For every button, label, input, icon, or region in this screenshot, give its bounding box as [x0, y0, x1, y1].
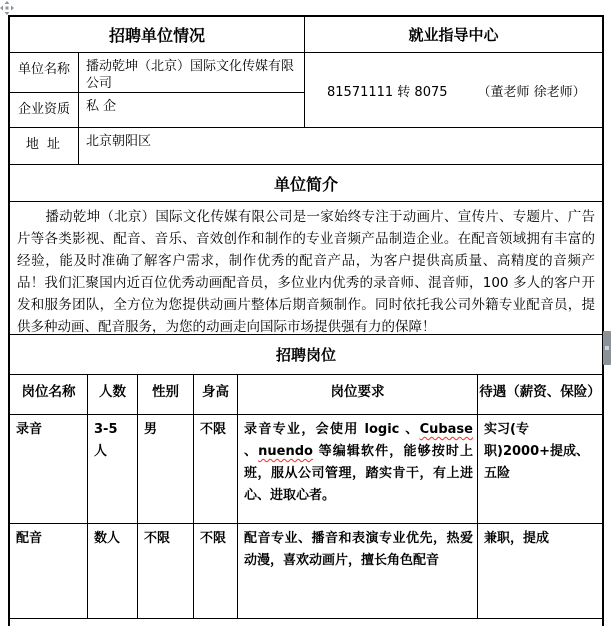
recruitment-form-table	[8, 15, 604, 626]
job-gender-cell[interactable]: 不限	[138, 524, 194, 618]
requirement-text-segment: 等编辑软件，能够按时上班，服从公司管理，踏实肯干，有上进心、进取心者。	[244, 444, 473, 503]
column-header-height[interactable]: 身高	[194, 375, 238, 414]
job-height-cell[interactable]: 不限	[194, 524, 238, 618]
spellcheck-flagged-word: Cubase	[419, 422, 473, 437]
positions-title[interactable]: 招聘岗位	[10, 335, 602, 375]
phone-number: 81571111 转 8075	[327, 84, 448, 100]
recruit-unit-header-cell[interactable]: 招聘单位情况	[10, 17, 305, 52]
job-count-cell[interactable]: 3-5 人	[88, 415, 138, 523]
job-count-cell[interactable]: 数人	[88, 524, 138, 618]
job-requirements-cell[interactable]	[238, 415, 478, 523]
unit-name-label[interactable]: 单位名称	[10, 53, 79, 92]
column-header-headcount[interactable]: 人数	[88, 375, 138, 414]
job-requirements-cell[interactable]	[238, 524, 478, 618]
job-name-cell[interactable]: 录音	[10, 415, 88, 523]
job-gender-cell[interactable]: 男	[138, 415, 194, 523]
job-treatment-cell[interactable]: 实习(专职)2000+提成、五险	[484, 422, 590, 481]
clipped-empty-row	[10, 619, 602, 626]
job-treatment-cell[interactable]: 兼职，提成	[484, 531, 550, 546]
table-move-handle-icon[interactable]	[0, 0, 14, 14]
column-header-gender[interactable]: 性别	[138, 375, 194, 414]
job-row-voiceover	[10, 524, 602, 619]
column-header-requirements[interactable]: 岗位要求	[238, 375, 478, 414]
unit-info-row	[10, 53, 602, 128]
requirement-text-segment: 、	[244, 444, 259, 459]
scrollbar-grip-icon	[605, 346, 609, 350]
enterprise-type-subrow	[10, 93, 304, 127]
unit-name-value[interactable]: 播动乾坤（北京）国际文化传媒有限公司	[86, 59, 295, 91]
job-row-recording	[10, 415, 602, 524]
scrollbar-thumb[interactable]	[603, 331, 611, 365]
contact-phone-cell[interactable]	[305, 53, 602, 127]
address-row	[10, 128, 602, 165]
job-table-header-row	[10, 375, 602, 415]
job-height-cell[interactable]: 不限	[194, 415, 238, 523]
intro-title[interactable]: 单位简介	[10, 165, 602, 202]
career-center-header-cell[interactable]: 就业指导中心	[408, 26, 499, 44]
contact-names: （董老师 徐老师）	[477, 84, 586, 100]
unit-info-left-block	[10, 53, 305, 127]
address-value[interactable]: 北京朝阳区	[86, 134, 152, 149]
enterprise-type-value[interactable]: 私 企	[86, 99, 117, 114]
requirement-text-segment: 录音专业，会使用 logic 、	[244, 422, 420, 437]
column-header-job-name[interactable]: 岗位名称	[10, 375, 88, 414]
column-header-treatment[interactable]: 待遇（薪资、保险）	[479, 384, 601, 400]
address-label[interactable]: 地 址	[10, 128, 79, 164]
job-name-cell[interactable]: 配音	[10, 524, 88, 618]
top-header-row	[10, 17, 602, 53]
enterprise-type-label[interactable]: 企业资质	[10, 93, 79, 127]
empty-cell	[10, 619, 602, 626]
intro-paragraph[interactable]: 播动乾坤（北京）国际文化传媒有限公司是一家始终专注于动画片、宣传片、专题片、广告片等各类影视、配音、音乐、音效创作和制作的专业音频产品制造企业。在配音领域拥有丰富的经验，能及时准确了解客户需求，制作优秀的配音产品，为客户提供高质量、高精度的音频产品！我们汇聚国内近百位优秀动画配音员，多位业内优秀的录音师、混音师，100 多人的客户开发和服务团队，全方位为您提供动画片整体后期音频制作。同时依托我公司外籍专业配音员，提供多种动画、配音服务，为您的动画走向国际市场提供强有力的保障！	[10, 202, 602, 335]
unit-name-subrow	[10, 53, 304, 93]
requirement-text-segment: 配音专业、播音和表演专业优先，热爱动漫，喜欢动画片，擅长角色配音	[244, 531, 473, 568]
spellcheck-flagged-word: nuendo	[258, 444, 313, 459]
